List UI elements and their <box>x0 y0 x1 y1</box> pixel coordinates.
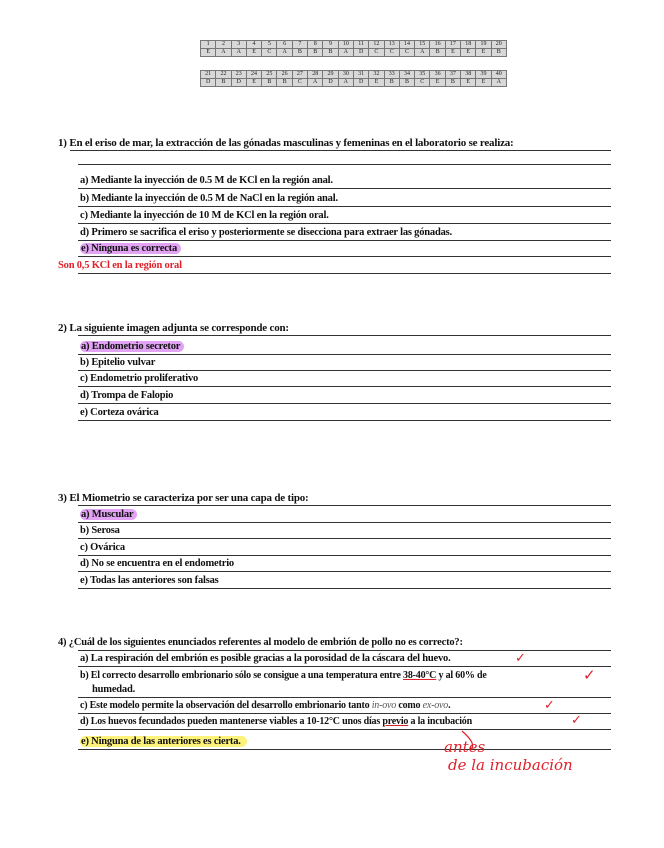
answer-key-cell: 5 <box>262 41 277 49</box>
answer-key-cell: A <box>338 79 353 87</box>
answer-key-cell: 9 <box>323 41 338 49</box>
highlighted-answer: a) Muscular <box>80 509 137 520</box>
question-1-option-a: a) Mediante la inyección de 0.5 M de KCl en la región anal. <box>80 175 333 186</box>
question-4-option-b-continued: humedad. <box>92 684 136 695</box>
question-2-option-c: c) Endometrio proliferativo <box>80 373 199 384</box>
answer-key-cell: E <box>445 49 460 57</box>
question-2-option-e: e) Corteza ovárica <box>80 407 159 418</box>
answer-key-cell: 17 <box>445 41 460 49</box>
underline <box>78 713 611 714</box>
answer-key-cell: 37 <box>445 71 460 79</box>
underline <box>78 403 611 404</box>
answer-key-cell: E <box>430 79 445 87</box>
highlighted-answer: a) Endometrio secretor <box>80 341 184 352</box>
answer-key-cell: 12 <box>369 41 384 49</box>
question-4-option-e <box>80 736 247 747</box>
answer-key-table-1 <box>200 40 507 57</box>
answer-key-cell: 27 <box>292 71 307 79</box>
underline <box>78 588 611 589</box>
underline <box>78 538 611 539</box>
underline <box>78 273 611 274</box>
answer-key-cell: C <box>369 49 384 57</box>
check-mark-icon: ✓ <box>515 651 526 666</box>
answer-key-cell: B <box>277 79 292 87</box>
highlighted-answer: e) Ninguna es correcta <box>80 243 181 254</box>
underline <box>78 256 611 257</box>
answer-key-cell: 22 <box>216 71 231 79</box>
answer-key-cell: D <box>323 79 338 87</box>
underline <box>78 749 611 750</box>
check-mark-icon: ✓ <box>571 713 582 728</box>
underline <box>78 240 611 241</box>
answer-key-cell: 40 <box>491 71 506 79</box>
answer-key-cell: A <box>415 49 430 57</box>
answer-key-cell: B <box>216 79 231 87</box>
underline <box>78 164 611 165</box>
answer-key-cell: 30 <box>338 71 353 79</box>
answer-key-cell: 4 <box>246 41 261 49</box>
question-2-stem: 2) La siguiente imagen adjunta se corresponde con: <box>58 322 289 334</box>
answer-key-cell: 36 <box>430 71 445 79</box>
answer-key-cell: B <box>308 49 323 57</box>
question-3-option-c: c) Ovárica <box>80 542 125 553</box>
question-2-option-d: d) Trompa de Falopio <box>80 390 174 401</box>
question-1-option-d: d) Primero se sacrifica el eriso y posteriormente se disecciona para extraer las gónadas. <box>80 227 452 238</box>
answer-key-cell: 24 <box>246 71 261 79</box>
underline <box>78 697 611 698</box>
answer-key-cell: C <box>415 79 430 87</box>
handwritten-note-line1: antes <box>444 738 486 756</box>
answer-key-cell: C <box>262 49 277 57</box>
answer-key-cell: 11 <box>353 41 368 49</box>
answer-key-cell: A <box>231 49 246 57</box>
question-4-option-d <box>80 716 472 727</box>
answer-key-cell: E <box>461 79 476 87</box>
option-text: a la incubación <box>408 716 472 727</box>
answer-key-cell: 39 <box>476 71 491 79</box>
answer-key-cell: A <box>308 79 323 87</box>
underline <box>78 335 611 336</box>
answer-key-cell: 33 <box>384 71 399 79</box>
answer-key-cell: 31 <box>353 71 368 79</box>
question-2-option-b: b) Epitelio vulvar <box>80 357 156 368</box>
answer-key-cell: B <box>384 79 399 87</box>
answer-key-cell: 15 <box>415 41 430 49</box>
question-3-stem: 3) El Miometrio se caracteriza por ser una capa de tipo: <box>58 492 309 504</box>
question-4-stem: 4) ¿Cuál de los siguientes enunciados referentes al modelo de embrión de pollo no es correcto?: <box>58 637 463 648</box>
answer-key-cell: 21 <box>201 71 216 79</box>
answer-key-cell: 1 <box>201 41 216 49</box>
answer-key-cell: C <box>292 79 307 87</box>
option-text: d) Los huevos fecundados pueden mantenerse viables a 10-12°C unos días <box>80 716 383 727</box>
answer-key-cell: 25 <box>262 71 277 79</box>
option-text: como <box>396 700 423 711</box>
answer-key-cell: A <box>338 49 353 57</box>
underlined-temperature: 38-40°C <box>403 670 437 681</box>
option-text: y al 60% de <box>436 670 487 681</box>
underline <box>78 650 611 651</box>
answer-key-cell: 16 <box>430 41 445 49</box>
answer-key-cell: 2 <box>216 41 231 49</box>
underline <box>78 386 611 387</box>
question-4-option-c <box>80 700 450 711</box>
underline <box>78 729 611 730</box>
answer-key-cell: E <box>476 79 491 87</box>
underline <box>78 571 611 572</box>
answer-key-cell: 6 <box>277 41 292 49</box>
answer-key-cell: 14 <box>399 41 414 49</box>
answer-key-cell: 38 <box>461 71 476 79</box>
underline <box>78 370 611 371</box>
option-text: b) El correcto desarrollo embrionario sólo se consigue a una temperatura entre <box>80 670 404 681</box>
question-2-option-a <box>80 341 184 352</box>
question-1-option-b: b) Mediante la inyección de 0.5 M de NaCl en la región anal. <box>80 193 338 204</box>
underline <box>78 555 611 556</box>
underline <box>78 666 611 667</box>
answer-key-cell: E <box>461 49 476 57</box>
question-3-option-d: d) No se encuentra en el endometrio <box>80 558 234 569</box>
answer-key-cell: 35 <box>415 71 430 79</box>
answer-key-cell: B <box>399 79 414 87</box>
underline <box>78 354 611 355</box>
underline <box>78 522 611 523</box>
italic-term: in-ovo <box>371 700 397 711</box>
question-3-option-e: e) Todas las anteriores son falsas <box>80 575 219 586</box>
answer-key-numbers-row <box>201 41 507 49</box>
answer-key-cell: 7 <box>292 41 307 49</box>
answer-key-cell: 23 <box>231 71 246 79</box>
answer-key-cell: D <box>353 79 368 87</box>
check-mark-icon: ✓ <box>583 666 596 684</box>
answer-key-cell: 18 <box>461 41 476 49</box>
question-3-option-a <box>80 509 137 520</box>
answer-key-cell: E <box>246 49 261 57</box>
answer-key-cell: 20 <box>491 41 506 49</box>
underlined-word: previo <box>382 716 409 727</box>
answer-key-cell: B <box>445 79 460 87</box>
answer-key-cell: E <box>476 49 491 57</box>
answer-key-cell: 3 <box>231 41 246 49</box>
highlighted-answer: e) Ninguna de las anteriores es cierta. <box>80 736 247 747</box>
answer-key-cell: 26 <box>277 71 292 79</box>
answer-key-cell: 32 <box>369 71 384 79</box>
answer-key-table-2 <box>200 70 507 87</box>
question-1-option-c: c) Mediante la inyección de 10 M de KCl en la región oral. <box>80 210 329 221</box>
answer-key-cell: 34 <box>399 71 414 79</box>
answer-key-cell: D <box>231 79 246 87</box>
answer-key-cell: C <box>399 49 414 57</box>
question-1-option-e <box>80 243 181 254</box>
answer-key-cell: 28 <box>308 71 323 79</box>
answer-key-cell: 19 <box>476 41 491 49</box>
answer-key-cell: B <box>491 49 506 57</box>
answer-key-cell: A <box>216 49 231 57</box>
option-text: . <box>448 700 451 711</box>
underline <box>78 206 611 207</box>
answer-key-cell: B <box>323 49 338 57</box>
underline <box>78 188 611 189</box>
question-4-option-a: a) La respiración del embrión es posible gracias a la porosidad de la cáscara del huevo. <box>80 653 451 664</box>
check-mark-icon: ✓ <box>544 698 555 713</box>
answer-key-answers-row <box>201 49 507 57</box>
underline <box>78 505 611 506</box>
question-4-option-b <box>80 670 487 681</box>
handwritten-note-line2: de la incubación <box>448 756 573 774</box>
answer-key-cell: C <box>384 49 399 57</box>
underline <box>70 150 611 151</box>
correction-note: Son 0,5 KCl en la región oral <box>58 260 182 271</box>
question-1-stem: 1) En el eriso de mar, la extracción de las gónadas masculinas y femeninas en el laboratorio se realiza: <box>58 137 514 149</box>
italic-term: ex-ovo <box>422 700 449 711</box>
underline <box>78 420 611 421</box>
answer-key-cell: 8 <box>308 41 323 49</box>
option-text: c) Este modelo permite la observación del desarrollo embrionario tanto <box>80 700 372 711</box>
answer-key-cell: 10 <box>338 41 353 49</box>
answer-key-answers-row <box>201 79 507 87</box>
answer-key-cell: D <box>201 79 216 87</box>
answer-key-cell: B <box>430 49 445 57</box>
underline <box>78 223 611 224</box>
answer-key-cell: E <box>246 79 261 87</box>
answer-key-cell: E <box>201 49 216 57</box>
answer-key-cell: B <box>262 79 277 87</box>
answer-key-cell: A <box>277 49 292 57</box>
answer-key-numbers-row <box>201 71 507 79</box>
answer-key-cell: D <box>353 49 368 57</box>
answer-key-cell: 29 <box>323 71 338 79</box>
answer-key-cell: 13 <box>384 41 399 49</box>
answer-key-cell: B <box>292 49 307 57</box>
question-3-option-b: b) Serosa <box>80 525 120 536</box>
answer-key-cell: A <box>491 79 506 87</box>
answer-key-cell: E <box>369 79 384 87</box>
